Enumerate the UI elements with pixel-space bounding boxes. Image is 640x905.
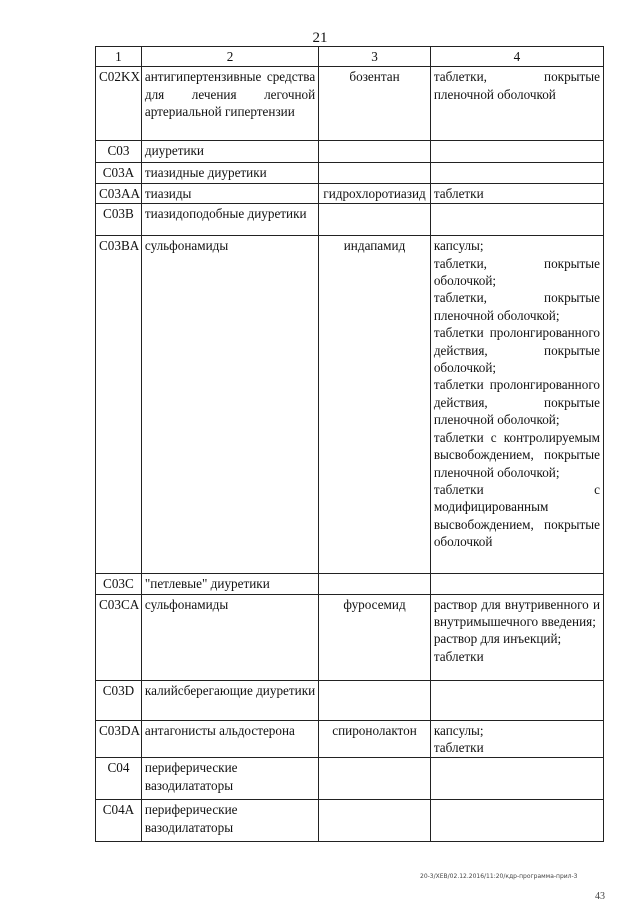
table-row bbox=[96, 163, 604, 183]
drug-name-cell: индапамид bbox=[319, 236, 431, 574]
dosage-form-item: раствор для внутривенного и внутримышечного введения; bbox=[433, 596, 600, 630]
dosage-form-cell bbox=[430, 67, 603, 141]
column-header-4: 4 bbox=[430, 47, 603, 67]
dosage-form-item: раствор для инъекций; bbox=[433, 631, 562, 647]
drug-name-cell bbox=[319, 574, 431, 594]
dosage-form-cell bbox=[430, 163, 603, 183]
dosage-form-cell bbox=[430, 574, 603, 594]
atc-code-cell: C03C bbox=[96, 574, 142, 594]
atc-code-cell: C04 bbox=[96, 758, 142, 800]
column-header-1: 1 bbox=[96, 47, 142, 67]
atc-code-cell: C03CA bbox=[96, 594, 142, 680]
anatomical-group-cell: периферические вазодилататоры bbox=[141, 758, 318, 800]
anatomical-group-cell: тиазиды bbox=[141, 183, 318, 203]
document-stamp: 20-3/XEB/02.12.2016/11:20/кдр-программа-прил-3 bbox=[420, 873, 578, 880]
atc-code-cell: C03D bbox=[96, 680, 142, 720]
table-row bbox=[96, 758, 604, 800]
anatomical-group-cell: диуретики bbox=[141, 141, 318, 163]
dosage-form-cell bbox=[430, 183, 603, 203]
atc-code-cell: C03AA bbox=[96, 183, 142, 203]
dosage-form-item: таблетки bbox=[433, 740, 484, 756]
dosage-form-cell bbox=[430, 236, 603, 574]
drug-name-cell bbox=[319, 680, 431, 720]
copy-number: 43 bbox=[595, 891, 605, 902]
drug-name-cell: бозентан bbox=[319, 67, 431, 141]
dosage-form-item: таблетки bbox=[433, 185, 484, 201]
dosage-form-item: таблетки пролонгированного действия, покрытые оболочкой; bbox=[433, 325, 600, 376]
anatomical-group-cell: антигипертензивные средства для лечения легочной артериальной гипертензии bbox=[141, 67, 318, 141]
dosage-form-item: таблетки пролонгированного действия, покрытые пленочной оболочкой; bbox=[433, 377, 600, 428]
drug-name-cell: фуросемид bbox=[319, 594, 431, 680]
dosage-form-cell bbox=[430, 758, 603, 800]
table-row bbox=[96, 680, 604, 720]
table-row bbox=[96, 720, 604, 758]
dosage-form-item: таблетки, покрытые пленочной оболочкой; bbox=[433, 290, 600, 323]
anatomical-group-cell: "петлевые" диуретики bbox=[141, 574, 318, 594]
anatomical-group-cell: калийсберегающие диуретики bbox=[141, 680, 318, 720]
atc-code-cell: C03A bbox=[96, 163, 142, 183]
atc-code-cell: C03BA bbox=[96, 236, 142, 574]
anatomical-group-cell: периферические вазодилататоры bbox=[141, 800, 318, 842]
anatomical-group-cell: тиазидные диуретики bbox=[141, 163, 318, 183]
table-row bbox=[96, 574, 604, 594]
drug-name-cell bbox=[319, 800, 431, 842]
anatomical-group-cell: сульфонамиды bbox=[141, 594, 318, 680]
anatomical-group-cell: тиазидоподобные диуретики bbox=[141, 204, 318, 236]
drug-name-cell bbox=[319, 163, 431, 183]
dosage-form-item: таблетки с модифицированным высвобождением, покрытые оболочкой bbox=[433, 481, 600, 550]
anatomical-group-cell: сульфонамиды bbox=[141, 236, 318, 574]
atc-code-cell: C03DA bbox=[96, 720, 142, 758]
table-row bbox=[96, 204, 604, 236]
table-row bbox=[96, 141, 604, 163]
table-row bbox=[96, 183, 604, 203]
table-row bbox=[96, 67, 604, 141]
dosage-form-item: таблетки, покрытые пленочной оболочкой bbox=[433, 69, 600, 102]
table-header-row bbox=[96, 47, 604, 67]
atc-code-cell: C03B bbox=[96, 204, 142, 236]
table-row bbox=[96, 594, 604, 680]
table-row bbox=[96, 236, 604, 574]
atc-code-cell: C04A bbox=[96, 800, 142, 842]
dosage-form-cell bbox=[430, 204, 603, 236]
dosage-form-cell bbox=[430, 141, 603, 163]
dosage-form-item: капсулы; bbox=[433, 238, 484, 254]
column-header-3: 3 bbox=[319, 47, 431, 67]
table-row bbox=[96, 800, 604, 842]
drug-name-cell bbox=[319, 141, 431, 163]
drug-name-cell bbox=[319, 204, 431, 236]
dosage-form-cell bbox=[430, 720, 603, 758]
dosage-form-item: таблетки с контролируемым высвобождением, покрытые пленочной оболочкой; bbox=[433, 429, 600, 480]
column-header-2: 2 bbox=[141, 47, 318, 67]
page-number: 21 bbox=[312, 30, 328, 46]
dosage-form-item: капсулы; bbox=[433, 722, 484, 738]
dosage-form-item: таблетки bbox=[433, 648, 484, 664]
drug-name-cell: гидрохлоротиазид bbox=[319, 183, 431, 203]
drug-name-cell bbox=[319, 758, 431, 800]
dosage-form-cell bbox=[430, 800, 603, 842]
drug-name-cell: спиронолактон bbox=[319, 720, 431, 758]
dosage-form-cell bbox=[430, 594, 603, 680]
table-body bbox=[96, 47, 604, 842]
anatomical-group-cell: антагонисты альдостерона bbox=[141, 720, 318, 758]
atc-code-cell: C03 bbox=[96, 141, 142, 163]
atc-code-cell: C02KX bbox=[96, 67, 142, 141]
dosage-form-cell bbox=[430, 680, 603, 720]
medication-table bbox=[95, 46, 604, 842]
dosage-form-item: таблетки, покрытые оболочкой; bbox=[433, 255, 600, 289]
